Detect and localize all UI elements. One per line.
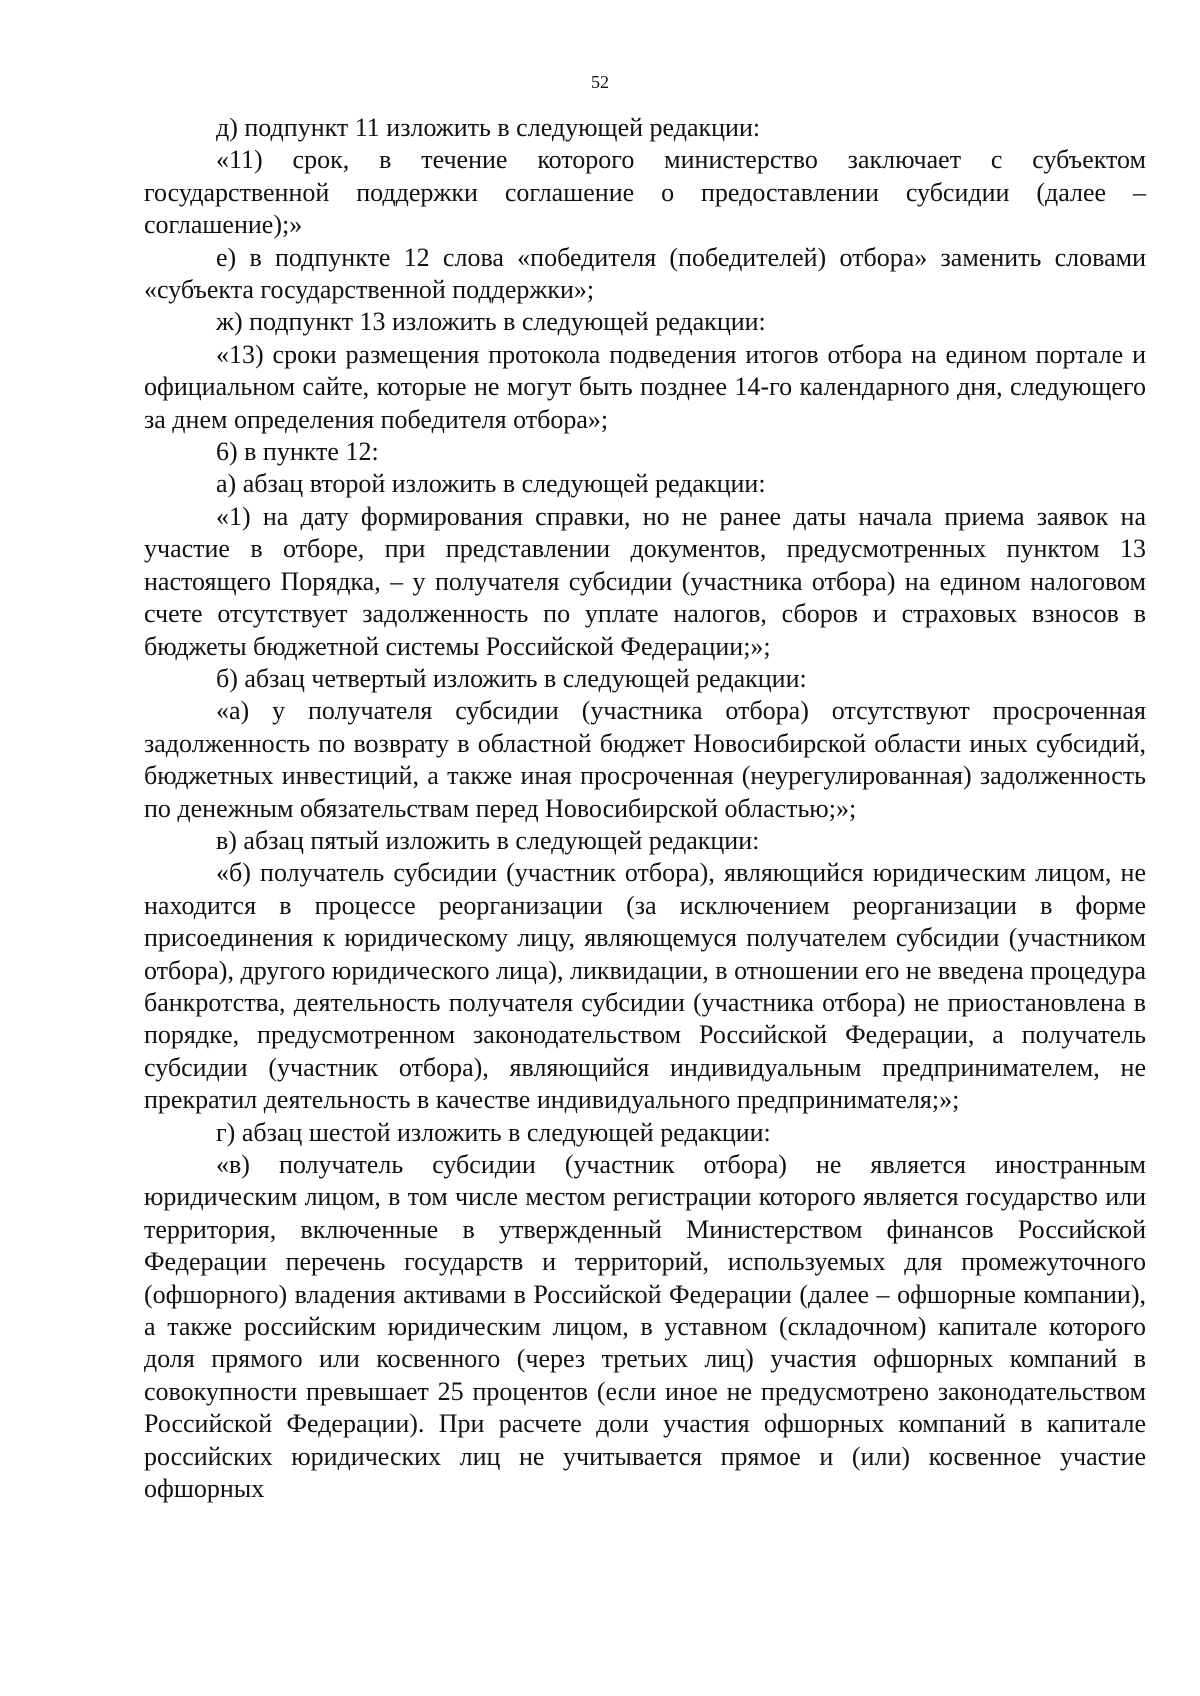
document-body: [144, 112, 1146, 1505]
paragraph-a: а) абзац второй изложить в следующей редакции:: [216, 469, 766, 499]
paragraph-v-text: «в) получатель субсидии (участник отбора) не является иностранным юридическим лицом, в том числе местом регистрации которого является государство или территория, включенные в утвержденный Министерством финансов Российской Федерации перечень государств и территорий, используемых для промежуточного (офшорного) владения активами в Российской Федерации (далее – офшорные компании), а также российским юридическим лицом, в уставном (складочном) капитале которого доля прямого или косвенного (через третьих лиц) участия офшорных компаний в совокупности превышает 25 процентов (если иное не предусмотрено законодательством Российской Федерации). При расчете доли участия офшорных компаний в капитале российских юридических лиц не учитывается прямое и (или) косвенное участие офшорных: [144, 1150, 1146, 1504]
paragraph-g: г) абзац шестой изложить в следующей редакции:: [216, 1117, 771, 1147]
paragraph-b: б) абзац четвертый изложить в следующей редакции:: [216, 663, 807, 693]
paragraph-13-text: «13) сроки размещения протокола подведения итогов отбора на едином портале и официальном сайте, которые не могут быть позднее 14-го календарного дня, следующего за днем определения победителя отбора»;: [144, 339, 1146, 434]
page-number: 52: [591, 72, 609, 92]
paragraph-zh: ж) подпункт 13 изложить в следующей редакции:: [216, 307, 766, 337]
paragraph-b-text: «б) получатель субсидии (участник отбора), являющийся юридическим лицом, не находится в процессе реорганизации (за исключением реорганизации в форме присоединения к юридическому лицу, являющемуся получателем субсидии (участником отбора), другого юридического лица), ликвидации, в отношении его не введена процедура банкротства, деятельность получателя субсидии (участника отбора) не приостановлена в порядке, предусмотренном законодательством Российской Федерации, а получатель субсидии (участник отбора), являющийся индивидуальным предпринимателем, не прекратил деятельность в качестве индивидуального предпринимателя;»;: [144, 858, 1146, 1115]
paragraph-v: в) абзац пятый изложить в следующей редакции:: [216, 825, 760, 855]
paragraph-6: 6) в пункте 12:: [216, 437, 379, 467]
paragraph-11-text: «11) срок, в течение которого министерство заключает с субъектом государственной поддержки соглашение о предоставлении субсидии (далее – соглашение);»: [144, 145, 1146, 240]
paragraph-a-text: «а) у получателя субсидии (участника отбора) отсутствуют просроченная задолженность по возврату в областной бюджет Новосибирской области иных субсидий, бюджетных инвестиций, а также иная просроченная (неурегулированная) задолженность по денежным обязательствам перед Новосибирской областью;»;: [144, 696, 1146, 823]
paragraph-d: д) подпункт 11 изложить в следующей редакции:: [216, 113, 761, 142]
paragraph-e: е) в подпункте 12 слова «победителя (победителей) отбора» заменить словами «субъекта государственной поддержки»;: [144, 242, 1146, 305]
paragraph-1-text: «1) на дату формирования справки, но не ранее даты начала приема заявок на участие в отборе, при представлении документов, предусмотренных пунктом 13 настоящего Порядка, – у получателя субсидии (участника отбора) на едином налоговом счете отсутствует задолженность по уплате налогов, сборов и страховых взносов в бюджеты бюджетной системы Российской Федерации;»;: [144, 501, 1146, 661]
